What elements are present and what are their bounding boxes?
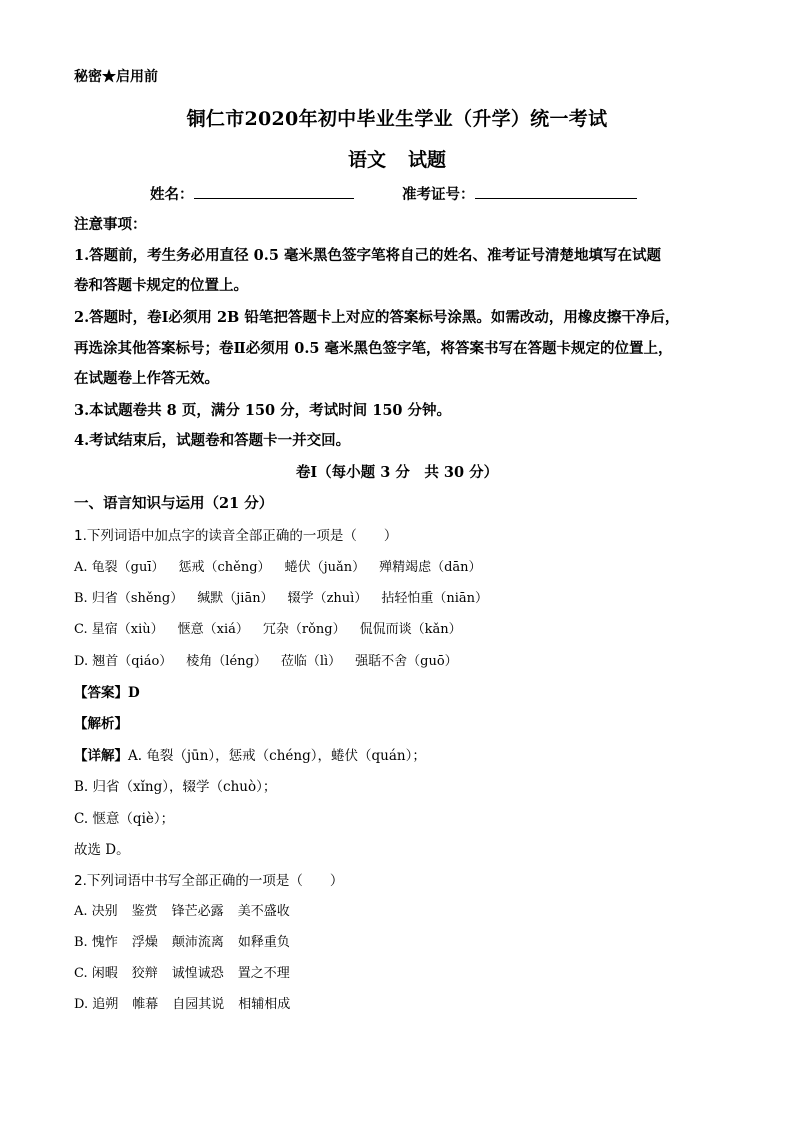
exam-title: 铜仁市2020年初中毕业生学业（升学）统一考试: [186, 108, 608, 130]
option-term: 辍学（zhuì）: [287, 591, 368, 606]
option-term: 惩戒（chěng）: [178, 560, 271, 575]
question-1-option-a: [74, 556, 496, 575]
option-term: 棱角（léng）: [186, 654, 267, 669]
option-term: A. 决别: [74, 904, 118, 919]
detail-line: B. 归省（xǐng），辍学（chuò）；: [74, 779, 277, 795]
paper-label: 试题: [408, 149, 447, 171]
detail-label: 【详解】: [74, 748, 128, 764]
name-label: 姓名：: [150, 186, 194, 203]
option-term: 缄默（jiān）: [197, 591, 274, 606]
analysis-label: 【解析】: [74, 716, 128, 732]
conclusion-line: 故选 D。: [74, 842, 130, 858]
option-term: D. 追朔: [74, 997, 119, 1012]
answer-value: D: [128, 685, 140, 701]
note-line: 3.本试题卷共 8 页，满分 150 分，考试时间 150 分钟。: [74, 402, 452, 419]
detail-line: [74, 744, 426, 764]
option-term: 蜷伏（juǎn）: [284, 560, 366, 575]
question-2-option-d: [74, 993, 304, 1012]
notes-heading: 注意事项：: [74, 216, 147, 233]
id-field: [402, 183, 637, 204]
question-1-option-c: [74, 618, 476, 637]
id-blank: [475, 184, 637, 199]
name-field: [150, 183, 354, 204]
question-2-stem: 2.下列词语中书写全部正确的一项是（ ）: [74, 873, 344, 889]
question-1-option-d: [74, 650, 472, 669]
option-term: 浮燥: [131, 935, 158, 950]
question-2-option-c: [74, 962, 304, 981]
option-term: 惬意（xiá）: [177, 622, 249, 637]
option-term: 鉴赏: [131, 904, 158, 919]
note-line: 再选涂其他答案标号；卷Ⅱ必须用 0.5 毫米黑色签字笔，将答案书写在答题卡规定的位置上，: [74, 340, 673, 357]
option-term: 殚精竭虑（dān）: [379, 560, 482, 575]
subject-label: 语文: [347, 149, 386, 171]
option-term: A. 龟裂（guī）: [74, 560, 165, 575]
option-term: 如释重负: [237, 935, 290, 950]
exam-subtitle: [0, 145, 794, 172]
answer-label: 【答案】: [74, 685, 128, 701]
question-2-option-b: [74, 931, 304, 950]
name-blank: [194, 184, 354, 199]
secret-mark: 秘密★启用前: [74, 69, 158, 85]
option-term: 莅临（lì）: [280, 654, 342, 669]
detail-line: C. 惬意（qiè）；: [74, 811, 175, 827]
option-term: 诚惶诚恐: [171, 966, 224, 981]
part1-heading: 卷Ⅰ（每小题 3 分 共 30 分）: [295, 464, 499, 481]
option-term: B. 愧怍: [74, 935, 118, 950]
option-term: 相辅相成: [238, 997, 291, 1012]
question-2-option-a: [74, 900, 304, 919]
note-line: 卷和答题卡规定的位置上。: [74, 277, 248, 294]
answer-line: [74, 681, 140, 701]
section-heading: 一、语言知识与运用（21 分）: [74, 495, 274, 512]
option-term: 强聒不舍（guō）: [355, 654, 458, 669]
note-line: 1.答题前，考生务必用直径 0.5 毫米黑色签字笔将自己的姓名、准考证号清楚地填写在试题: [74, 247, 661, 264]
id-label: 准考证号：: [402, 186, 475, 203]
option-term: C. 闲暇: [74, 966, 118, 981]
question-1-stem: 1.下列词语中加点字的读音全部正确的一项是（ ）: [74, 528, 398, 544]
option-term: 帷幕: [132, 997, 159, 1012]
option-term: 自园其说: [172, 997, 225, 1012]
option-term: 置之不理: [237, 966, 290, 981]
detail-text: A. 龟裂（jūn），惩戒（chéng），蜷伏（quán）；: [128, 748, 426, 764]
option-term: C. 星宿（xiù）: [74, 622, 164, 637]
option-term: 颠沛流离: [171, 935, 224, 950]
option-term: 锋芒必露: [171, 904, 224, 919]
note-line: 在试题卷上作答无效。: [74, 370, 219, 387]
note-line: 2.答题时，卷Ⅰ必须用 2B 铅笔把答题卡上对应的答案标号涂黑。如需改动，用橡皮擦干净后，: [74, 309, 680, 326]
question-1-option-b: [74, 587, 502, 606]
note-line: 4.考试结束后，试题卷和答题卡一并交回。: [74, 432, 351, 449]
option-term: 美不盛收: [237, 904, 290, 919]
option-term: B. 归省（shěng）: [74, 591, 184, 606]
option-term: 狡辩: [131, 966, 158, 981]
option-term: 侃侃而谈（kǎn）: [359, 622, 462, 637]
option-term: D. 翘首（qiáo）: [74, 654, 173, 669]
option-term: 冗杂（rǒng）: [262, 622, 346, 637]
option-term: 拈轻怕重（niān）: [381, 591, 488, 606]
